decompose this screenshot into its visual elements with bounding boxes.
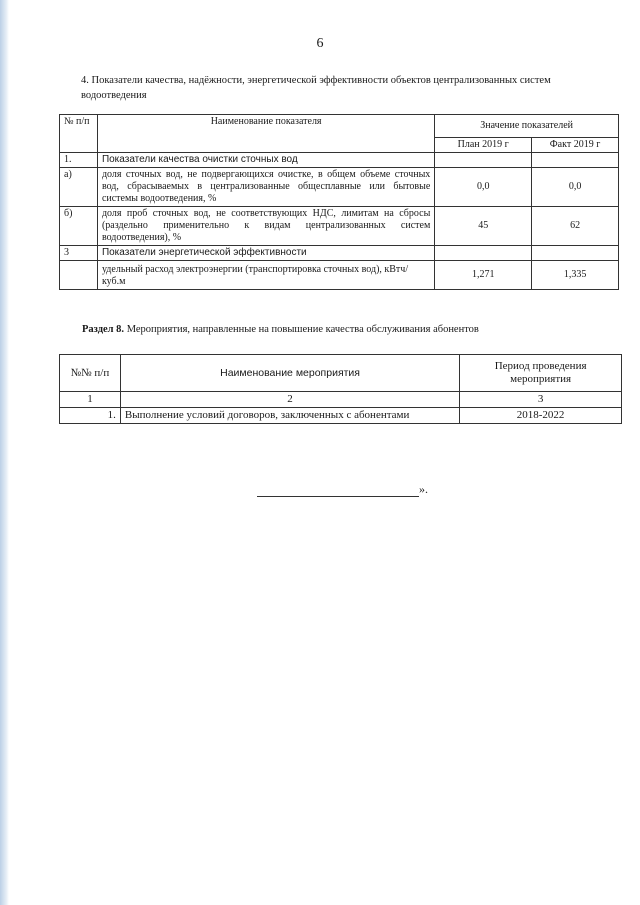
row-num: 3 [60,246,98,261]
header-fact: Факт 2019 г [532,138,619,153]
row-name: доля проб сточных вод, не соответствующих НДС, лимитам на сбросы (раздельно применительно к видам централизованных систем водоотведения), % [97,207,434,246]
header-period: Период проведения мероприятия [460,355,622,392]
row-period: 2018-2022 [460,408,622,424]
header-plan: План 2019 г [435,138,532,153]
row-plan [435,153,532,168]
row-num: б) [60,207,98,246]
row-fact [532,246,619,261]
index-name: 2 [120,392,459,408]
row-num: 1. [60,408,121,424]
row-name: доля сточных вод, не подвергающихся очистке, в общем объеме сточных вод, сбрасываемых в централизованные общесплавные или бытовые системы водоотведения, % [97,168,434,207]
row-fact: 0,0 [532,168,619,207]
row-fact: 62 [532,207,619,246]
table-header-row [60,355,622,392]
index-num: 1 [60,392,121,408]
index-period: 3 [460,392,622,408]
row-name: Показатели энергетической эффективности [97,246,434,261]
table-row [60,207,619,246]
page-number: 6 [316,36,324,51]
closing-quote: ». [419,482,428,496]
section-8-heading [82,324,602,335]
row-fact: 1,335 [532,261,619,290]
row-num: 1. [60,153,98,168]
row-plan: 1,271 [435,261,532,290]
scan-edge [0,0,9,905]
section-8-title: Мероприятия, направленные на повышение качества обслуживания абонентов [126,324,479,335]
row-num [60,261,98,290]
header-name: Наименование показателя [97,115,434,153]
header-num: №№ п/п [60,355,121,392]
row-plan [435,246,532,261]
table-row [60,153,619,168]
section-4-heading: 4. Показатели качества, надёжности, энергетической эффективности объектов централизованных систем водоотведения [81,75,551,101]
header-name: Наименование мероприятия [120,355,459,392]
row-fact [532,153,619,168]
table-row [60,408,622,424]
table-row [60,168,619,207]
signature-blank [257,484,419,497]
table-header-row [60,115,619,138]
table-row [60,246,619,261]
row-name: Выполнение условий договоров, заключенных с абонентами [120,408,459,424]
table-index-row [60,392,622,408]
measures-table [59,354,622,424]
header-num: № п/п [60,115,98,153]
closing-line [257,482,428,497]
header-value: Значение показателей [435,115,619,138]
table-row [60,261,619,290]
section-8-label: Раздел 8. [82,324,125,335]
row-plan: 45 [435,207,532,246]
row-name: удельный расход электроэнергии (транспортировка сточных вод), кВтч/куб.м [97,261,434,290]
indicators-table [59,114,619,290]
row-plan: 0,0 [435,168,532,207]
row-num: а) [60,168,98,207]
row-name: Показатели качества очистки сточных вод [97,153,434,168]
